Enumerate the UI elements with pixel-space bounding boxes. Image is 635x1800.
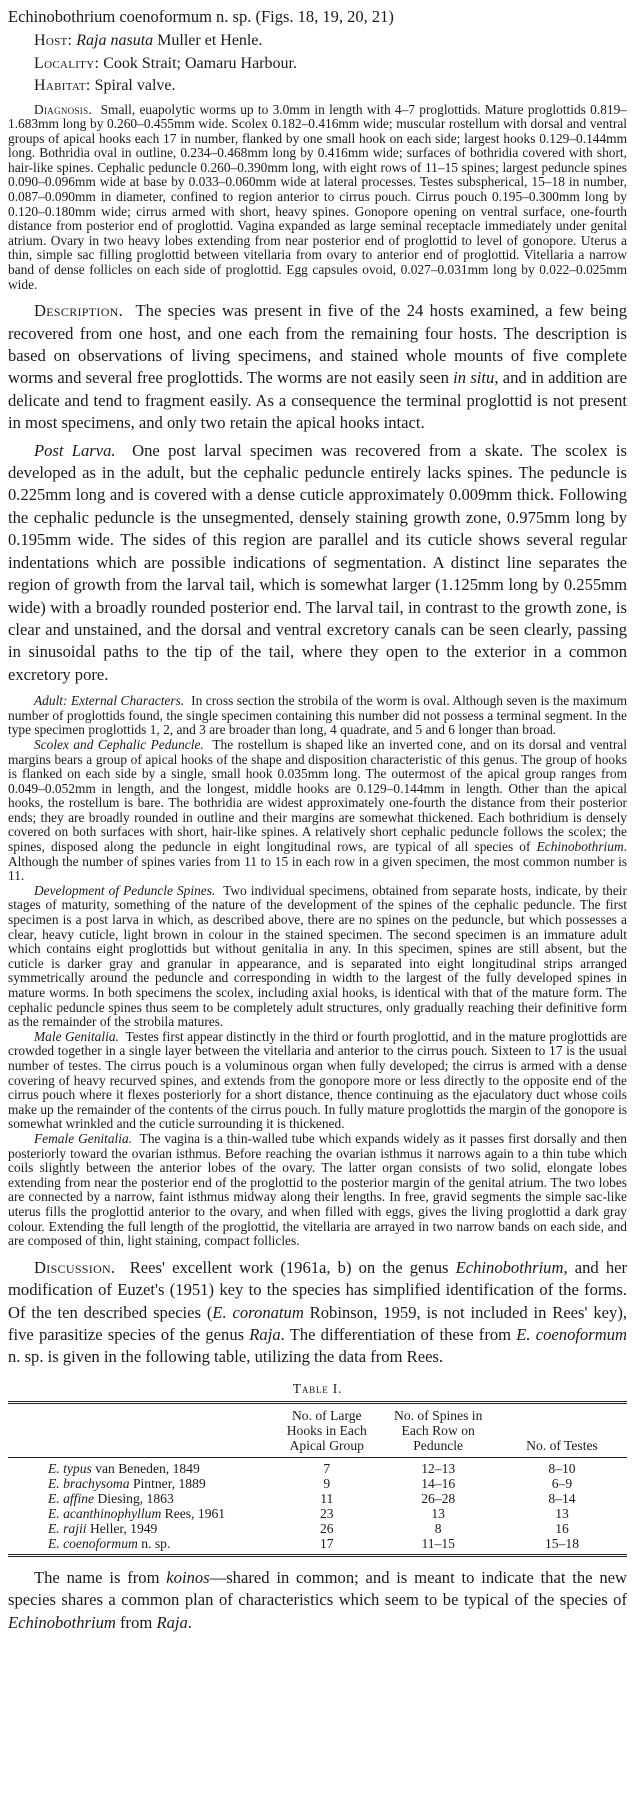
locality-value: Cook Strait; Oamaru Harbour. <box>103 54 297 72</box>
adult-external-text: In cross section the strobila of the worm is oval. Although seven is the maximum number of proglottids found, the single specimen containing this number did not possess a terminal segment. In the type specimen proglottids 1, 2, and 3 are broader than long, 4 quadrate, and 5 and 6 longer than broad. <box>8 693 627 738</box>
scolex-text: The rostellum is shaped like an inverted cone, and on its dorsal and ventral margins bears a group of apical hooks of the shape and disposition characteristic of this genus. The group of hooks is flanked on each side by a single, small hook 0.035mm long. The outermost of the apical group ranges from 0.049–0.052mm in length, and the longest, middle hooks are 0.129–0.144mm in length. Other than the apical hooks, the rostellum is bare. The bothridia are widest approximately one-fourth the distance from their posterior ends; they are broadly rounded in outline and their margins are somewhat thickened. Each bothridium is densely covered on both surfaces with short, hair-like spines. A relatively short cephalic peduncle follows the scolex; the spines, disposed along the peduncle in eight longitudinal rows, are typical of all species of <box>8 736 627 855</box>
female-genitalia-label: Female Genitalia. <box>34 1130 133 1146</box>
testes-value: 8–10 <box>548 1460 576 1476</box>
etymology-text: —shared in common; and is meant to indicate that the new species shares a common plan of characteristics which seem to be typical of the species of <box>8 1567 627 1610</box>
species-name: E. rajii <box>48 1520 87 1536</box>
table-header-spines: No. of Spines in Each Row on Peduncle <box>379 1404 497 1458</box>
host-authority: Muller et Henle. <box>157 32 263 49</box>
etymology-text: . <box>187 1612 192 1632</box>
description-text-cont: , and in addition are delicate and tend to fragment easily. As a consequence the terminal proglottid is not present in most specimens, and only two retain the apical hooks intact. <box>8 368 628 433</box>
hooks-value: 7 <box>323 1460 331 1476</box>
spines-value: 12–13 <box>421 1460 456 1476</box>
table-header-row <box>8 1404 627 1458</box>
hooks-value: 9 <box>323 1475 331 1491</box>
species-name: E. coenoformum <box>516 1324 627 1344</box>
table-row <box>8 1491 627 1506</box>
testes-value: 16 <box>555 1520 569 1536</box>
table-header-species <box>8 1404 274 1458</box>
discussion-text: . The differentiation of these from <box>280 1324 512 1344</box>
etymology-text: from <box>120 1612 153 1632</box>
hooks-value: 17 <box>319 1535 334 1551</box>
species-name: E. coronatum <box>212 1302 304 1322</box>
greek-term: koinos <box>166 1567 210 1587</box>
species-authority: Diesing, 1863 <box>97 1490 174 1506</box>
adult-external-label: Adult: External Characters. <box>34 693 185 709</box>
locality-label: Locality: <box>34 54 100 72</box>
table-row <box>8 1536 627 1556</box>
description-paragraph <box>8 300 627 434</box>
testes-value: 15–18 <box>545 1535 579 1551</box>
species-authority: Heller, 1949 <box>89 1520 158 1536</box>
table-row <box>8 1521 627 1536</box>
etymology-paragraph <box>8 1567 627 1634</box>
genus-name: Echinobothrium <box>455 1257 564 1277</box>
development-text: Two individual specimens, obtained from separate hosts, indicate, by their stages of maturity, something of the nature of the development of the spines of the cephalic peduncle. The first specimen is a post larva in which, as described above, there are no spines on the peduncle, but which possesses a clear, heavy cuticle, light brown in colour in the stained specimen. The second specimen is an immature adult which contains eight proglottids but without genitalia in any. In this specimen, spines are still absent, but the cuticle is darker gray and granular in appearance, and is separated into eight longitudinal strips arranged symmetrically around the peduncle and corresponding in width to the largest of the fully developed spines in mature worms. In both specimens the scolex, including axial hooks, is identical with that of the mature form. The cephalic peduncle spines thus seem to be completely adult structures, only gradually reaching their definitive form as the remainder of the strobila matures. <box>8 882 627 1030</box>
table-row <box>8 1461 627 1476</box>
genus-name: Raja <box>156 1612 188 1632</box>
hooks-value: 11 <box>320 1490 334 1506</box>
male-genitalia-label: Male Genitalia. <box>34 1028 119 1044</box>
discussion-text: , and her modification of Euzet's (1951) key to the species has simplified identification of the forms. Of the ten described species ( <box>8 1257 628 1322</box>
spines-value: 11–15 <box>421 1535 455 1551</box>
species-name: Echinobothrium coenoformum <box>8 7 212 26</box>
host-line <box>34 30 627 53</box>
diagnosis-text: Small, euapolytic worms up to 3.0mm in length with 4–7 proglottids. Mature proglottids 0.819–1.683mm long by 0.260–0.455mm wide. Scolex 0.182–0.416mm wide; muscular rostellum with dorsal and ventral groups of apical hooks each 17 in number, flanked by one small hook on each side; largest hooks 0.129–0.144mm long. Bothridia oval in outline, 0.234–0.468mm long by 0.416mm wide; surfaces of bothridia covered with short, hair-like spines. Cephalic peduncle 0.260–0.390mm long, with eight rows of 11–15 spines; largest peduncle spines 0.090–0.096mm wide at base by 0.033–0.060mm wide at lateral processes. Testes subspherical, 15–18 in number, 0.087–0.090mm in diameter, confined to region anterior to cirrus pouch. Cirrus pouch 0.195–0.300mm long by 0.120–0.180mm wide; cirrus armed with short, heavy spines. Gonopore opening on ventral surface, one-fourth distance from posterior end of proglottid. Vagina expanded as large seminal receptacle immediately under genital atrium. Ovary in two heavy lobes extending from near posterior end of proglottid to level of gonopore. Uterus a thin, simple sac filling proglottid between vitellaria from ovary to anterior end of proglottid. Vitellaria a narrow band of dense follicles on each side of proglottid. Egg capsules ovoid, 0.027–0.031mm long by 0.022–0.025mm wide. <box>8 101 627 292</box>
species-name: E. affine <box>48 1490 95 1506</box>
figure-reference: (Figs. 18, 19, 20, 21) <box>255 7 394 26</box>
spines-value: 13 <box>431 1505 445 1521</box>
species-name: E. coenoformum <box>48 1535 138 1551</box>
description-label: Description. <box>34 301 124 321</box>
table-caption: Table I. <box>292 1380 343 1396</box>
species-comparison-table <box>8 1401 627 1557</box>
spines-value: 8 <box>434 1520 442 1536</box>
post-larva-label: Post Larva. <box>34 440 116 460</box>
genus-name: Raja <box>249 1324 281 1344</box>
species-name: E. typus <box>48 1460 92 1476</box>
in-situ-term: in situ <box>453 368 495 388</box>
diagnosis-label: Diagnosis. <box>34 101 93 117</box>
etymology-text: The name is from <box>34 1567 160 1587</box>
species-name: E. brachysoma <box>48 1475 130 1491</box>
table-row <box>8 1506 627 1521</box>
species-authority: n. sp. <box>141 1535 171 1551</box>
discussion-text: Rees' excellent work (1961a, b) on the genus <box>129 1257 449 1277</box>
post-larva-text: One post larval specimen was recovered from a skate. The scolex is developed as in the adult, but the cephalic peduncle entirely lacks spines. The peduncle is 0.225mm long and is covered with a dense cuticle approximately 0.009mm thick. Following the cephalic peduncle is the unsegmented, densely staining growth zone, 0.975mm long by 0.195mm wide. The sides of this region are parallel and its cuticle shows several regular indentations which are possible indications of segmentation. A distinct line separates the region of growth from the larval tail, which is somewhat larger (1.125mm long by 0.255mm wide) with a broadly rounded posterior end. The larval tail, in contrast to the growth zone, is clear and unstained, and the dorsal and ventral excretory canals can be seen clearly, passing in sinusoidal paths to the tip of the tail, where they open to the exterior in a common excretory pore. <box>8 440 627 684</box>
scolex-label: Scolex and Cephalic Peduncle. <box>34 736 204 752</box>
adult-external-paragraph <box>8 694 627 738</box>
hooks-value: 26 <box>319 1520 334 1536</box>
discussion-text: Robinson, 1959, is not included in Rees' key), five parasitize species of the genus <box>8 1302 627 1344</box>
hooks-value: 23 <box>319 1505 334 1521</box>
post-larva-paragraph <box>8 440 627 686</box>
habitat-label: Habitat: <box>34 77 91 94</box>
female-genitalia-text: The vagina is a thin-walled tube which expands widely as it passes first dorsally and then posteriorly toward the ovarian isthmus. Before reaching the ovarian isthmus it narrows again to a thin tube which coils slightly between the anterior lobes of the ovary. The latter organ consists of two solid, elongate lobes extending from near the posterior end of the proglottid to the posterior margin of the genital atrium. The two lobes are connected by a narrow, faint isthmus midway along their lengths. In free, gravid segments the simple sac-like uterus fills the proglottid anterior to the ovary, and when filled with eggs, gives the living proglottid a dark gray colour. Extending the full length of the proglottid, the vitellaria are arrayed in two narrow bands on each side, and are composed of thin, light staining, compact follicles. <box>8 1130 627 1249</box>
habitat-value: Spiral valve. <box>94 77 176 94</box>
host-label: Host: <box>34 32 73 49</box>
species-name: E. acanthinophyllum <box>48 1505 162 1521</box>
locality-line <box>34 53 627 76</box>
host-species: Raja nasuta <box>76 32 154 49</box>
habitat-line <box>34 75 627 98</box>
genus-name: Echinobothrium <box>536 839 624 855</box>
discussion-label: Discussion. <box>34 1257 116 1277</box>
scolex-text-cont: . Although the number of spines varies from 11 to 15 in each row in a given specimen, the most common number is 11. <box>8 839 627 884</box>
description-text: The species was present in five of the 24 hosts examined, a few being recovered from one host, and one each from the remaining four hosts. The description is based on observations of living specimens, and stained whole mounts of five complete worms and several free proglottids. The worms are not easily seen <box>8 301 627 388</box>
species-status: n. sp. <box>216 7 252 26</box>
discussion-text: n. sp. is given in the following table, utilizing the data from Rees. <box>8 1347 444 1367</box>
testes-value: 8–14 <box>548 1490 576 1506</box>
species-authority: Rees, 1961 <box>164 1505 226 1521</box>
table-row <box>8 1476 627 1491</box>
male-genitalia-paragraph <box>8 1030 627 1132</box>
species-authority: van Beneden, 1849 <box>95 1460 200 1476</box>
female-genitalia-paragraph <box>8 1132 627 1249</box>
species-authority: Pintner, 1889 <box>132 1475 206 1491</box>
development-label: Development of Peduncle Spines. <box>34 882 216 898</box>
table-header-hooks: No. of Large Hooks in Each Apical Group <box>274 1404 379 1458</box>
discussion-paragraph <box>8 1257 627 1369</box>
scolex-paragraph <box>8 738 627 884</box>
genus-name: Echinobothrium <box>8 1612 116 1632</box>
development-paragraph <box>8 884 627 1030</box>
spines-value: 26–28 <box>421 1490 456 1506</box>
spines-value: 14–16 <box>421 1475 456 1491</box>
male-genitalia-text: Testes first appear distinctly in the third or fourth proglottid, and in the mature proglottids are crowded together in a single layer between the vitellaria and anterior to the cirrus pouch. Sixteen to 17 is the usual number of testes. The cirrus pouch is a voluminous organ when fully developed; the cirrus is armed with a dense covering of heavy recurved spines, and extends from the gonopore more or less directly to the opposite end of the cirrus pouch where it flexes posteriorly for a short distance, thence continuing as the ejaculatory duct whose coils make up the remainder of the contents of the cirrus pouch. In fully mature proglottids the margin of the gonopore is somewhat wrinkled and the cuticle surrounding it is thickened. <box>8 1028 627 1132</box>
testes-value: 6–9 <box>551 1475 573 1491</box>
table-header-testes: No. of Testes <box>497 1404 627 1458</box>
testes-value: 13 <box>555 1505 569 1521</box>
species-title <box>8 6 627 28</box>
diagnosis-paragraph <box>8 103 627 293</box>
